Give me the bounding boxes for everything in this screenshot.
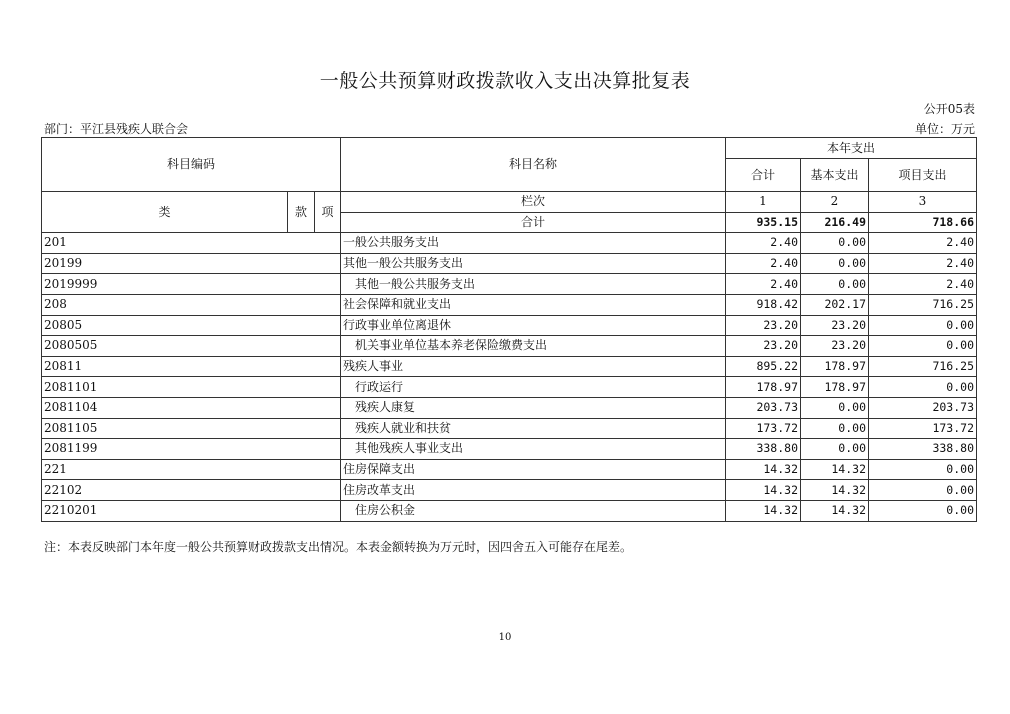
header-kuan: 款 — [288, 192, 315, 233]
table-row — [42, 377, 977, 398]
table-row — [42, 418, 977, 439]
unit-label: 单位：万元 — [914, 122, 975, 136]
row-project: 0.00 — [869, 500, 977, 521]
header-current-year-expense: 本年支出 — [726, 138, 977, 159]
row-total: 23.20 — [726, 315, 801, 336]
row-name: 其他残疾人事业支出 — [341, 439, 726, 460]
row-project: 2.40 — [869, 253, 977, 274]
row-project: 0.00 — [869, 377, 977, 398]
row-total: 203.73 — [726, 397, 801, 418]
row-project: 716.25 — [869, 356, 977, 377]
row-total: 2.40 — [726, 233, 801, 254]
table-code: 公开05表 — [923, 102, 975, 116]
table-row — [42, 233, 977, 254]
row-total: 2.40 — [726, 274, 801, 295]
header-column-order: 栏次 — [341, 192, 726, 213]
row-project: 0.00 — [869, 480, 977, 501]
row-name: 其他一般公共服务支出 — [341, 253, 726, 274]
row-basic: 23.20 — [801, 336, 869, 357]
table-row — [42, 459, 977, 480]
row-total: 895.22 — [726, 356, 801, 377]
row-basic: 0.00 — [801, 253, 869, 274]
header-lei: 类 — [42, 192, 288, 233]
row-project: 338.80 — [869, 439, 977, 460]
table-row — [42, 336, 977, 357]
row-code: 22102 — [42, 480, 341, 501]
row-name: 其他一般公共服务支出 — [341, 274, 726, 295]
row-total: 14.32 — [726, 480, 801, 501]
header-col2: 2 — [801, 192, 869, 213]
budget-table — [41, 137, 977, 522]
table-row — [42, 439, 977, 460]
row-basic: 178.97 — [801, 356, 869, 377]
row-name: 残疾人康复 — [341, 397, 726, 418]
row-name: 住房公积金 — [341, 500, 726, 521]
row-code: 2019999 — [42, 274, 341, 295]
header-xiang: 项 — [315, 192, 341, 233]
row-basic: 0.00 — [801, 397, 869, 418]
header-basic: 基本支出 — [801, 159, 869, 192]
row-total: 23.20 — [726, 336, 801, 357]
row-code: 2081104 — [42, 397, 341, 418]
total-total: 935.15 — [726, 212, 801, 233]
table-row — [42, 294, 977, 315]
row-basic: 178.97 — [801, 377, 869, 398]
row-code: 221 — [42, 459, 341, 480]
header-row-3 — [42, 192, 977, 213]
row-code: 2081199 — [42, 439, 341, 460]
table-row — [42, 253, 977, 274]
total-basic: 216.49 — [801, 212, 869, 233]
row-code: 20811 — [42, 356, 341, 377]
row-name: 机关事业单位基本养老保险缴费支出 — [341, 336, 726, 357]
row-project: 203.73 — [869, 397, 977, 418]
row-total: 14.32 — [726, 500, 801, 521]
header-subject-code: 科目编码 — [42, 138, 341, 192]
row-code: 2081105 — [42, 418, 341, 439]
row-project: 0.00 — [869, 336, 977, 357]
total-label: 合计 — [341, 212, 726, 233]
row-project: 2.40 — [869, 233, 977, 254]
row-basic: 14.32 — [801, 500, 869, 521]
row-name: 行政事业单位离退休 — [341, 315, 726, 336]
header-col3: 3 — [869, 192, 977, 213]
row-basic: 0.00 — [801, 439, 869, 460]
row-total: 338.80 — [726, 439, 801, 460]
page-number: 10 — [498, 632, 512, 643]
row-project: 0.00 — [869, 459, 977, 480]
header-col1: 1 — [726, 192, 801, 213]
table-row — [42, 274, 977, 295]
row-code: 201 — [42, 233, 341, 254]
row-basic: 0.00 — [801, 274, 869, 295]
row-code: 208 — [42, 294, 341, 315]
row-total: 178.97 — [726, 377, 801, 398]
total-project: 718.66 — [869, 212, 977, 233]
table-row — [42, 356, 977, 377]
row-code: 2210201 — [42, 500, 341, 521]
table-row — [42, 397, 977, 418]
footnote: 注：本表反映部门本年度一般公共预算财政拨款支出情况。本表金额转换为万元时，因四舍五入可能存在尾差。 — [44, 540, 633, 554]
row-code: 20805 — [42, 315, 341, 336]
header-row-1 — [42, 138, 977, 159]
row-total: 173.72 — [726, 418, 801, 439]
row-project: 716.25 — [869, 294, 977, 315]
row-basic: 0.00 — [801, 233, 869, 254]
row-total: 14.32 — [726, 459, 801, 480]
row-name: 残疾人就业和扶贫 — [341, 418, 726, 439]
department-label: 部门：平江县残疾人联合会 — [44, 122, 189, 136]
row-name: 社会保障和就业支出 — [341, 294, 726, 315]
row-name: 住房改革支出 — [341, 480, 726, 501]
row-basic: 202.17 — [801, 294, 869, 315]
row-project: 2.40 — [869, 274, 977, 295]
table-row — [42, 480, 977, 501]
header-total: 合计 — [726, 159, 801, 192]
row-code: 2080505 — [42, 336, 341, 357]
page-title: 一般公共预算财政拨款收入支出决算批复表 — [319, 70, 691, 92]
row-total: 918.42 — [726, 294, 801, 315]
row-code: 2081101 — [42, 377, 341, 398]
row-name: 一般公共服务支出 — [341, 233, 726, 254]
row-basic: 23.20 — [801, 315, 869, 336]
row-total: 2.40 — [726, 253, 801, 274]
header-project: 项目支出 — [869, 159, 977, 192]
header-subject-name: 科目名称 — [341, 138, 726, 192]
row-project: 173.72 — [869, 418, 977, 439]
row-name: 行政运行 — [341, 377, 726, 398]
table-row — [42, 500, 977, 521]
row-basic: 14.32 — [801, 459, 869, 480]
row-basic: 0.00 — [801, 418, 869, 439]
row-project: 0.00 — [869, 315, 977, 336]
table-row — [42, 315, 977, 336]
row-code: 20199 — [42, 253, 341, 274]
row-basic: 14.32 — [801, 480, 869, 501]
row-name: 残疾人事业 — [341, 356, 726, 377]
row-name: 住房保障支出 — [341, 459, 726, 480]
